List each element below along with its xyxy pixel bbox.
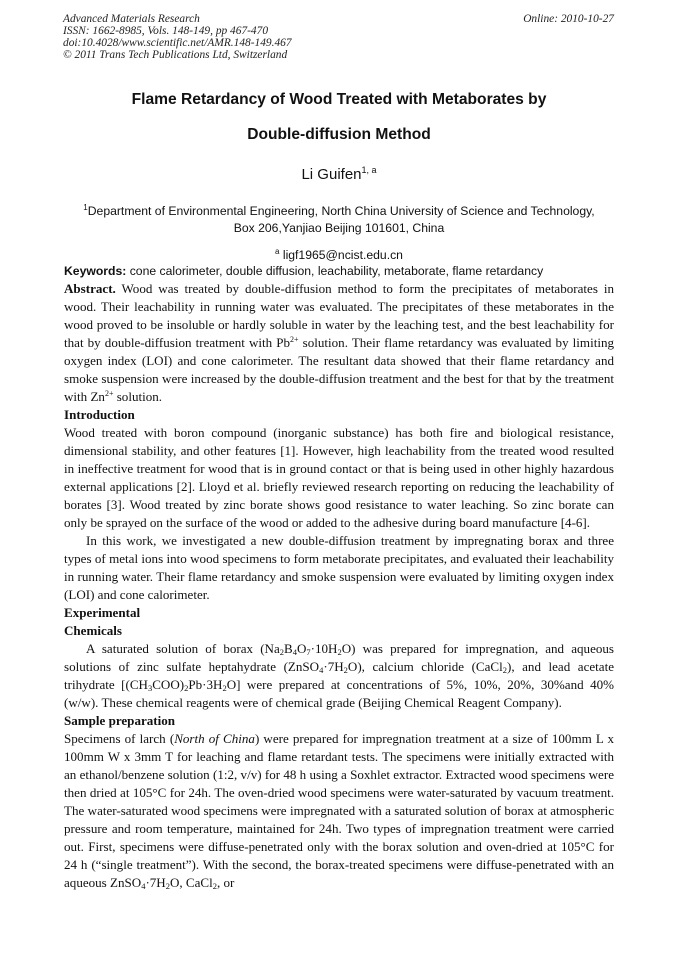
sample-preparation-heading: Sample preparation xyxy=(64,713,176,728)
author xyxy=(0,165,678,183)
experimental-heading: Experimental xyxy=(64,605,141,620)
paper-title-line-2: Double-diffusion Method xyxy=(247,126,431,143)
journal-header xyxy=(63,13,292,61)
keywords xyxy=(64,264,543,278)
abstract: Abstract. Wood was treated by double-diffusion method to form the precipitates of metaborates in wood. Their leachability in running water was evaluated. The precipitates of these metaborates in the wood proved to be insoluble or hardly soluble in water by the leaching test, and the best leachability for that by double-diffusion treatment with $Pb^{2+}$ solution. Their flame retardancy was evaluated by limiting oxygen index (LOI) and cone calorimeter. The resultant data showed that their flame retardancy and smoke suspension were increased by the double-diffusion treatment and the best for that by the treatment with $Zn^{2+}$ solution. xyxy=(64,281,615,404)
journal-name: Advanced Materials Research xyxy=(63,13,200,25)
sample-preparation-paragraph: Specimens of larch (North of China) were prepared for impregnation treatment at a size of 100mm L x 100mm W x 3mm T for leaching and flame retardant tests. The specimens were initially extracted with an ethanol/benzene solution (1:2, v/v) for 48 h using a Soxhlet extractor. Extracted wood specimens were then dried at 105°C for 24h. The oven-dried wood specimens were water-saturated by vacuum treatment. The water-saturated wood specimens were impregnated with a saturated solution of borax at atmospheric pressure and room temperature, maintained for 24h. Two types of impregnation treatment were carried out. First, specimens were diffuse-penetrated only with the borax solution and oven-dried at 105°C for 24 h (“single treatment”). With the second, the borax-treated specimens were diffuse-penetrated with an aqueous $ZnSO_4\cdot 7H_2O$, CaCl$_2$, or xyxy=(64,731,614,891)
issn-line: ISSN: 1662-8985, Vols. 148-149, pp 467-470 xyxy=(63,25,269,37)
author-sup: 1, a xyxy=(361,165,377,175)
introduction-paragraph-1: Wood treated with boron compound (inorganic substance) has both fire and biological resistance, dimensional stability, and other features [1]. However, high leachability from the treated wood resulted in ineffective treatment for wood that is in ground contact or that is being used in other highly hazardous external applications [2]. Lloyd et al. briefly reviewed research reporting on reducing the leachability of borates [3]. Wood treated by zinc borate shows good resistance to water leaching. So zinc borate can only be sprayed on the surface of the wood or added to the adhesive during board manufacture [4-6]. xyxy=(64,425,614,530)
introduction-paragraph-2: In this work, we investigated a new double-diffusion treatment by impregnating borax and three types of metal ions into wood specimens to form metaborate precipitates, and evaluated their leachability in running water. Their flame retardancy and smoke suspension were evaluated by limiting oxygen index (LOI) and cone calorimeter. xyxy=(64,533,614,602)
affiliation-line-1: $^1$Department of Environmental Engineering, North China University of Science and Technology, xyxy=(83,203,595,218)
copyright-line: © 2011 Trans Tech Publications Ltd, Switzerland xyxy=(63,49,288,61)
introduction-heading: Introduction xyxy=(64,407,135,422)
keywords-label: Keywords: xyxy=(64,264,127,278)
doi-line: doi:10.4028/www.scientific.net/AMR.148-149.467 xyxy=(63,37,292,49)
abstract-label: Abstract. xyxy=(64,281,116,296)
affiliation-sup: 1 xyxy=(83,203,88,212)
affiliation-line-2: Box 206,Yanjiao Beijing 101601, China xyxy=(233,221,445,235)
chemicals-paragraph: A saturated solution of borax $(Na_2B_4O_7\cdot 10H_2O)$ was prepared for impregnation, and aqueous solutions of zinc sulfate heptahydrate $(ZnSO_4\cdot 7H_2O)$, calcium chloride (CaCl$_2$), and lead acetate trihydrate $[(CH_3COO)_2Pb\cdot 3H_2O]$ were prepared at concentrations of 5%, 10%, 20%, 30%and 40% (w/w). These chemical reagents were of chemical grade (Beijing Chemical Reagent Company). xyxy=(64,641,614,710)
email-line: $^a$ ligf1965@ncist.edu.cn xyxy=(275,247,403,262)
author-name: Li Guifen xyxy=(301,166,362,183)
paper-title-line-1: Flame Retardancy of Wood Treated with Metaborates by xyxy=(131,91,547,108)
email-address: ligf1965@ncist.edu.cn xyxy=(279,248,403,262)
chemicals-heading: Chemicals xyxy=(64,623,122,638)
online-date: Online: 2010-10-27 xyxy=(523,13,614,25)
paper-body xyxy=(64,280,614,892)
keywords-text: cone calorimeter, double diffusion, leachability, metaborate, flame retardancy xyxy=(126,264,544,278)
